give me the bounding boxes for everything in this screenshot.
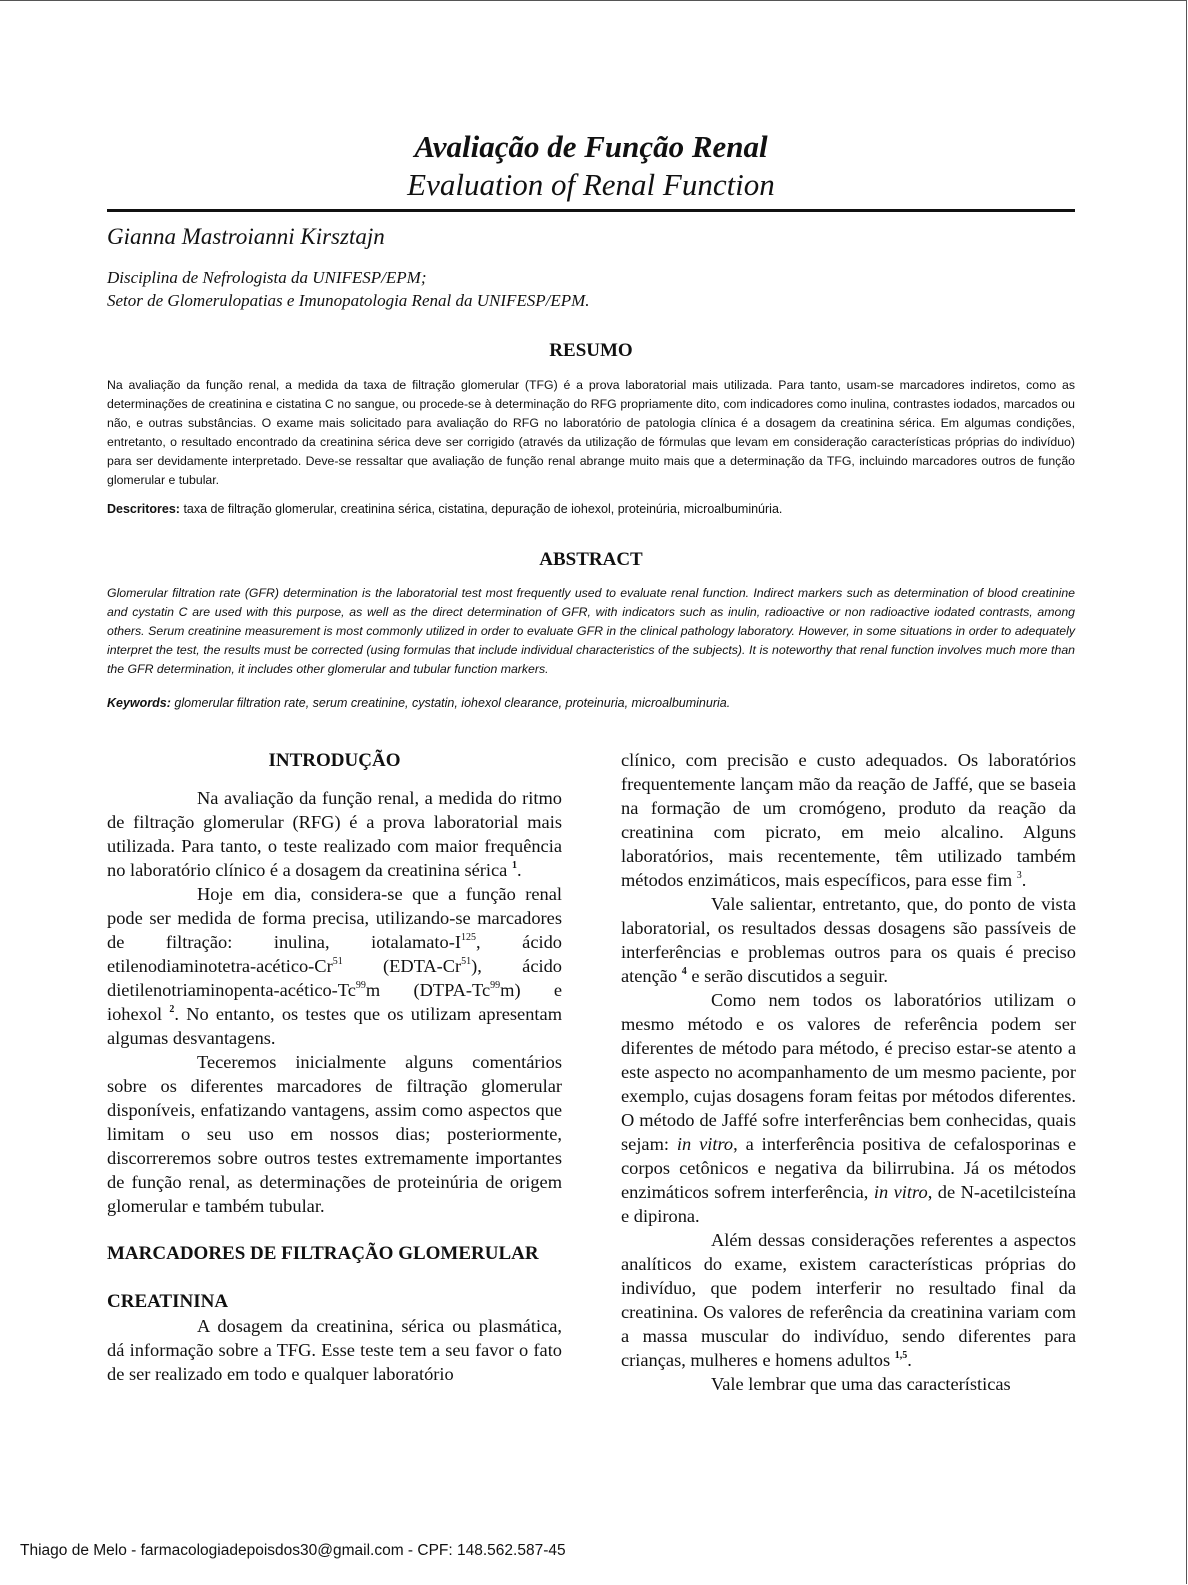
superscript: 51 bbox=[332, 956, 343, 967]
footer-watermark: Thiago de Melo - farmacologiadepoisdos30@gmail.com - CPF: 148.562.587-45 bbox=[20, 1542, 566, 1559]
keywords bbox=[107, 696, 1075, 710]
citation-ref: 1 bbox=[511, 860, 517, 871]
right-p3-text-a: Como nem todos os laboratórios utilizam o mesmo método e os valores de referência podem ser diferentes de método para método, é preciso estar-se atento a este aspecto no acompanhamento de um mesmo paciente, por exemplo, cujas dosagens foram feitas por métodos diferentes. O método de Jaffé sofre interferências bem conhecidas, quais sejam: bbox=[621, 990, 1076, 1154]
citation-ref: 4 bbox=[681, 966, 687, 977]
right-p3-text-c: , de N-acetilcisteína e dipirona. bbox=[621, 1182, 1076, 1226]
superscript: 51 bbox=[461, 956, 472, 967]
descriptors bbox=[107, 502, 1075, 516]
intro-p2-text-d: ), ácido dietilenotriaminopenta-acético-Tc bbox=[107, 956, 562, 1000]
intro-p1-text: Na avaliação da função renal, a medida do ritmo de filtração glomerular (RFG) é a prova laboratorial mais utilizada. Para tanto, o teste realizado com maior frequência no laboratório clínico é a dosagem da creatinina sérica bbox=[107, 788, 562, 880]
superscript: 125 bbox=[460, 932, 476, 943]
right-paragraph-2 bbox=[621, 892, 1076, 988]
citation-ref: 2 bbox=[169, 1004, 175, 1015]
resumo-heading: RESUMO bbox=[549, 340, 633, 361]
italic-term: in vitro bbox=[676, 1134, 734, 1154]
intro-heading: INTRODUÇÃO bbox=[268, 750, 401, 771]
title-english: Evaluation of Renal Function bbox=[407, 167, 775, 202]
creatinina-paragraph: A dosagem da creatinina, sérica ou plasmática, dá informação sobre a TFG. Esse teste tem a seu favor o fato de ser realizado em todo e qualquer laboratório bbox=[107, 1316, 562, 1384]
title-portuguese: Avaliação de Função Renal bbox=[414, 129, 768, 164]
citation-ref: 3 bbox=[1016, 870, 1022, 881]
citation-ref: 1,5 bbox=[894, 1350, 908, 1361]
creatinina-heading: CREATININA bbox=[107, 1291, 229, 1312]
intro-p2-text-c: (EDTA-Cr bbox=[342, 956, 462, 976]
descriptors-label: Descritores: bbox=[107, 502, 180, 516]
intro-p2-text-g: . No entanto, os testes que os utilizam apresentam algumas desvantagens. bbox=[107, 1004, 562, 1048]
affiliation-2: Setor de Glomerulopatias e Imunopatologia Renal da UNIFESP/EPM. bbox=[107, 291, 590, 310]
intro-p2-text-e: m (DTPA-Tc bbox=[365, 980, 491, 1000]
author-name: Gianna Mastroianni Kirsztajn bbox=[107, 224, 385, 249]
abstract-text: Glomerular filtration rate (GFR) determination is the laboratorial test most frequently used to evaluate renal function. Indirect markers such as determination of blood creatinine and cystatin C are used with this purpose, as well as the direct determination of GFR, with indicators such as inulin, radioactive or non radioactive iodated contrasts, among others. Serum creatinine measurement is most commonly utilized in order to evaluate GFR in the clinical pathology laboratory. However, in some situations in order to adequately interpret the test, the results must be corrected (using formulas that include individual characteristics of the subjects). It is noteworthy that renal function involves much more than the GFR determination, it includes other glomerular and tubular function markers. bbox=[107, 586, 1075, 676]
right-p2-text-b: e serão discutidos a seguir. bbox=[686, 966, 888, 986]
abstract-heading: ABSTRACT bbox=[539, 549, 643, 570]
intro-paragraph-1: Na avaliação da função renal, a medida do ritmo de filtração glomerular (RFG) é a prova laboratorial mais utilizada. Para tanto, o teste realizado com maior frequência no laboratório clínico é a dosagem da creatinina sérica $^1$. bbox=[107, 788, 562, 880]
intro-p2-text-a: Hoje em dia, considera-se que a função renal pode ser medida de forma precisa, utilizando-se marcadores de filtração: inulina, iotalamato-I bbox=[107, 884, 562, 952]
right-paragraph-3 bbox=[621, 988, 1076, 1228]
intro-paragraph-3: Teceremos inicialmente alguns comentários sobre os diferentes marcadores de filtração glomerular disponíveis, enfatizando vantagens, assim como aspectos que limitam o seu uso em nossos dias; posteriormente, discorreremos sobre outros testes extremamente importantes de função renal, as determinações de proteinúria de origem glomerular e também tubular. bbox=[107, 1052, 562, 1216]
right-p1-text: clínico, com precisão e custo adequados. Os laboratórios frequentemente lançam mão da reação de Jaffé, que se baseia na formação de um cromógeno, produto da reação da creatinina com picrato, em meio alcalino. Alguns laboratórios, mais recentemente, têm utilizado também métodos enzimáticos, mais específicos, para esse fim bbox=[621, 750, 1076, 890]
body-column-right bbox=[621, 748, 1076, 1396]
italic-term: in vitro bbox=[873, 1182, 928, 1202]
right-paragraph-4: Além dessas considerações referentes a aspectos analíticos do exame, existem características próprias do indivíduo, que podem interferir no resultado final da creatinina. Os valores de referência da creatinina variam com a massa muscular do indivíduo, sendo diferentes para crianças, mulheres e homens adultos $^{1,5}$. bbox=[621, 1230, 1076, 1370]
markers-heading: MARCADORES DE FILTRAÇÃO GLOMERULAR bbox=[107, 1243, 539, 1264]
body-column-left bbox=[107, 748, 562, 1386]
keywords-text: glomerular filtration rate, serum creatinine, cystatin, iohexol clearance, proteinuria, microalbuminuria. bbox=[174, 696, 731, 710]
title-divider bbox=[107, 209, 1075, 212]
intro-p2-text-f: m) e iohexol bbox=[107, 980, 562, 1024]
spacer bbox=[107, 1266, 562, 1290]
affiliations bbox=[107, 266, 590, 312]
keywords-label: Keywords: bbox=[107, 696, 171, 710]
descriptors-text: taxa de filtração glomerular, creatinina sérica, cistatina, depuração de iohexol, proteinúria, microalbuminúria. bbox=[183, 502, 783, 516]
right-paragraph-5: Vale lembrar que uma das características bbox=[711, 1374, 1011, 1394]
right-p3-text-b: , a interferência positiva de cefalosporinas e corpos cetônicos e negativa da bilirrubina. Já os métodos enzimáticos sofrem interferência, bbox=[621, 1134, 1076, 1202]
superscript: 99 bbox=[490, 980, 501, 991]
right-paragraph-1: clínico, com precisão e custo adequados. Os laboratórios frequentemente lançam mão da reação de Jaffé, que se baseia na formação de um cromógeno, produto da reação da creatinina com picrato, em meio alcalino. Alguns laboratórios, mais recentemente, têm utilizado também métodos enzimáticos, mais específicos, para esse fim $^3$. bbox=[621, 750, 1076, 890]
intro-paragraph-2 bbox=[107, 882, 562, 1050]
affiliation-1: Disciplina de Nefrologista da UNIFESP/EPM; bbox=[107, 268, 427, 287]
right-p2-text-a: Vale salientar, entretanto, que, do ponto de vista laboratorial, os resultados dessas dosagens são passíveis de interferências e problemas outros para os quais é preciso atenção bbox=[621, 894, 1076, 986]
spacer bbox=[107, 1218, 562, 1242]
title-block bbox=[107, 128, 1075, 204]
superscript: 99 bbox=[355, 980, 366, 991]
intro-p2-text-b: , ácido etilenodiaminotetra-acético-Cr bbox=[107, 932, 562, 976]
resumo-text: Na avaliação da função renal, a medida da taxa de filtração glomerular (TFG) é a prova laboratorial mais utilizada. Para tanto, usam-se marcadores indiretos, como as determinações de creatinina e cistatina C no sangue, ou procede-se à determinação do RFG propriamente dito, com indicadores como inulina, contrastes iodados, marcados ou não, e outras substâncias. O exame mais solicitado para avaliação do RFG no laboratório de patologia clínica é a dosagem da creatinina sérica. Em algumas condições, entretanto, o resultado encontrado da creatinina sérica deve ser corrigido (através da utilização de fórmulas que levam em consideração características próprias do indivíduo) para ser devidamente interpretado. Deve-se ressaltar que avaliação de função renal abrange muito mais que a determinação da TFG, incluindo marcadores outros de função glomerular e tubular. bbox=[107, 378, 1075, 487]
right-p4-text: Além dessas considerações referentes a aspectos analíticos do exame, existem características próprias do indivíduo, que podem interferir no resultado final da creatinina. Os valores de referência da creatinina variam com a massa muscular do indivíduo, sendo diferentes para crianças, mulheres e homens adultos bbox=[621, 1230, 1076, 1370]
